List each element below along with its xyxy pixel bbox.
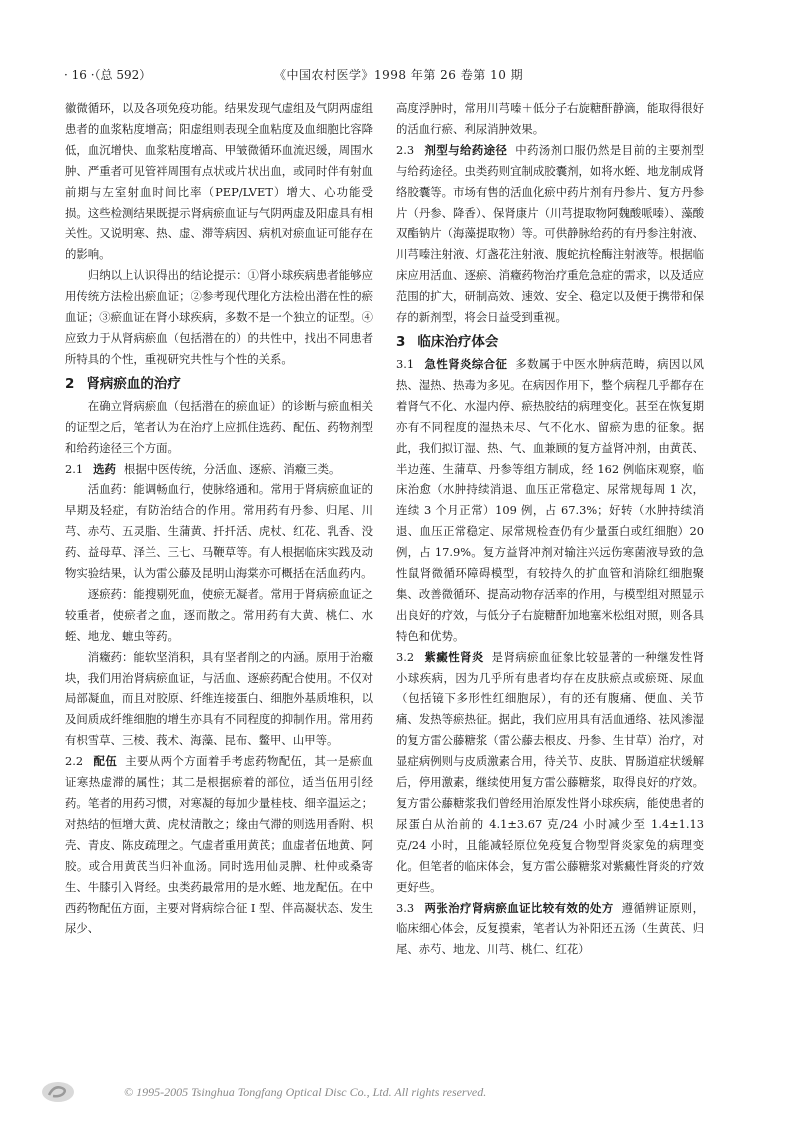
subsection-paragraph: 2.2 配伍 主要从两个方面着手考虑药物配伍，其一是瘀血证寒热虚滞的属性；其二是根据瘀着的部位，适当伍用引经药。笔者的用药习惯，对寒凝的每加少量桂枝、细辛温运之；对热结的恒增大黄、虎杖清散之；缘由气滞的则选用香附、枳壳、青皮、陈皮疏理之。气虚者重用黄芪；血虚者伍地黄、阿胶。或合用黄芪当归补血汤。同时选用仙灵脾、杜仲或桑寄生、牛膝引入肾经。虫类药最常用的是水蛭、地龙配伍。在中西药物配伍方面，主要对肾病综合征 I 型、伴高凝状态、发生尿少、 [65,754,373,936]
page-header [64,66,710,86]
section-heading: 3 临床治疗体会 [396,333,499,350]
footer [32,1080,772,1106]
paragraph: 在确立肾病瘀血（包括潜在的瘀血证）的诊断与瘀血相关的证型之后，笔者认为在治疗上应抓住选药、配伍、药物剂型和给药途径三个方面。 [65,398,373,455]
paragraph: 徽微循环，以及各项免疫功能。结果发现气虚组及气阴两虚组患者的血浆粘度增高；阳虚组则表现全血粘度及血细胞比容降低，血沉增快、血浆粘度增高、甲皱微循环血流迟缓，周围水肿、严重者可见管袢周围有点状或片状出血，或同时伴有射血前期与左室射血时间比率（PEP/LVET）增大、心功能受损。这些检测结果既提示肾病瘀血证与气阴两虚及阳虚具有相关性。又说明寒、热、虚、滞等病因、病机对瘀血证可能存在的影响。 [65,101,373,262]
left-column [65,98,373,939]
subsection-paragraph: 3.2 紫癜性肾炎 是肾病瘀血征象比较显著的一种继发性肾小球疾病，因为几乎所有患者均存在皮肤瘀点或瘀斑、尿血（包括镜下多形性红细胞尿），有的还有腹痛、便血、关节痛、发热等瘀热征。据此，我们应用具有活血通络、祛风渗湿的复方雷公藤糖浆（雷公藤去根皮、丹参、生甘草）治疗，对显症病例则与皮质激素合用，待关节、皮肤、胃肠道症状缓解后，停用激素，继续使用复方雷公藤糖浆，取得良好的疗效。复方雷公藤糖浆我们曾经用治原发性肾小球疾病，能使患者的尿蛋白从治前的 4.1±3.67 克/24 小时减少至 1.4±1.13 克/24 小时，且能减轻原位免疫复合物型肾炎家兔的病理变化。但笔者的临床体会，复方雷公藤糖浆对紫癜性肾炎的疗效更好些。 [396,649,704,894]
subsection-paragraph: 2.1 选药 根据中医传统，分活血、逐瘀、消癥三类。 [65,461,341,476]
subsection-paragraph: 2.3 剂型与给药途径 中药汤剂口服仍然是目前的主要剂型与给药途径。虫类药则宜制成胶囊剂，如将水蛭、地龙制成肾络胶囊等。市场有售的活血化瘀中药片剂有丹参片、复方丹参片（丹参、降香）、保肾康片（川芎提取物阿魏酸哌嗪）、藻酸双酯钠片（海藻提取物）等。可供静脉给药的有丹参注射液、川芎嗪注射液、灯盏花注射液、腹蛇抗栓酶注射液等。根据临床应用活血、逐瘀、消癥药物治疗重危急症的需求，以及适应范围的扩大，研制高效、速效、安全、稳定以及便于携带和保存的新剂型，将会日益受到重视。 [396,142,704,325]
section-heading: 2 肾病瘀血的治疗 [65,375,181,392]
paragraph: 消癥药：能软坚消积，具有坚者削之的内涵。原用于治癥块，我们用治肾病瘀血证，与活血、逐瘀药配合使用。不仅对局部凝血，而且对胶原、纤维连接蛋白、细胞外基质堆积，以及间质成纤维细胞的增生亦具有不同程度的抑制作用。常用药有枳雪草、三棱、莪术、海藻、昆布、鳖甲、山甲等。 [65,649,373,748]
right-column [396,98,704,960]
paragraph: 归纳以上认识得出的结论提示：①肾小球疾病患者能够应用传统方法检出瘀血证；②参考现代理化方法检出潜在性的瘀血证；③瘀血证在肾小球疾病，多数不是一个独立的证型。④应致力于从肾病瘀血（包括潜在的）的共性中，找出不同患者所特具的个性，重视研究共性与个性的关系。 [65,268,373,366]
paragraph: 活血药：能调畅血行，使脉络通和。常用于肾病瘀血证的早期及轻症，有防治结合的作用。常用药有丹参、归尾、川芎、赤芍、五灵脂、生蒲黄、扦扦活、虎杖、红花、乳香、没药、益母草、泽兰、三七、马鞭草等。有人根据临床实践及动物实验结果，认为雷公藤及昆明山海棠亦可概括在活血药内。 [65,482,373,581]
journal-title: 《中国农村医学》1998 年第 26 卷第 10 期 [274,68,524,82]
publisher-logo-icon [40,1080,76,1104]
page-number: · 16 ·（总 592） [64,68,152,82]
subsection-paragraph: 3.1 急性肾炎综合征 多数属于中医水肿病范畴，病因以风热、湿热、热毒为多见。在病因作用下，整个病程几乎都存在着肾气不化、水湿内停、瘀热胶结的病理变化。甚至在恢复期亦有不同程度的湿热未尽、气不化水、留瘀为患的征象。据此，我们拟订湿、热、气、血兼顾的复方益肾冲剂，由黄芪、半边莲、生蒲草、丹参等组方制成，经 162 例临床观察，临床治愈（水肿持续消退、血压正常稳定、尿常规每周 1 次，连续 3 个月正常）109 例，占 67.3%；好转（水肿持续消退、血压正常稳定、尿常规检查仍有少量蛋白或红细胞）20 例，占 17.9%。复方益肾冲剂对输注兴远伤寒菌液导致的急性鼠肾微循环障碍模型，有较持久的扩血管和消除红细胞聚集、改善微循环、提高动物存活率的作用，与模型组对照显示出良好的疗效，与低分子右旋糖酐加地塞米松组对照，则各具特色和优势。 [396,356,704,643]
subsection-paragraph: 3.3 两张治疗肾病瘀血证比较有效的处方 遵循辨证原则，临床细心体会，反复摸索，笔者认为补阳还五汤（生黄芪、归尾、赤芍、地龙、川芎、桃仁、红花） [396,900,704,957]
copyright-notice: © 1995-2005 Tsinghua Tongfang Optical Disc Co., Ltd. All rights reserved. [124,1085,487,1099]
paragraph: 高度浮肿时，常用川芎嗪＋低分子右旋糖酐静滴，能取得很好的活血行瘀、利尿消肿效果。 [396,101,704,136]
paragraph: 逐瘀药：能搜剔死血，使瘀无凝者。常用于肾病瘀血证之较重者，使瘀者之血，逐而散之。常用药有大黄、桃仁、水蛭、地龙、蟅虫等药。 [65,586,373,643]
